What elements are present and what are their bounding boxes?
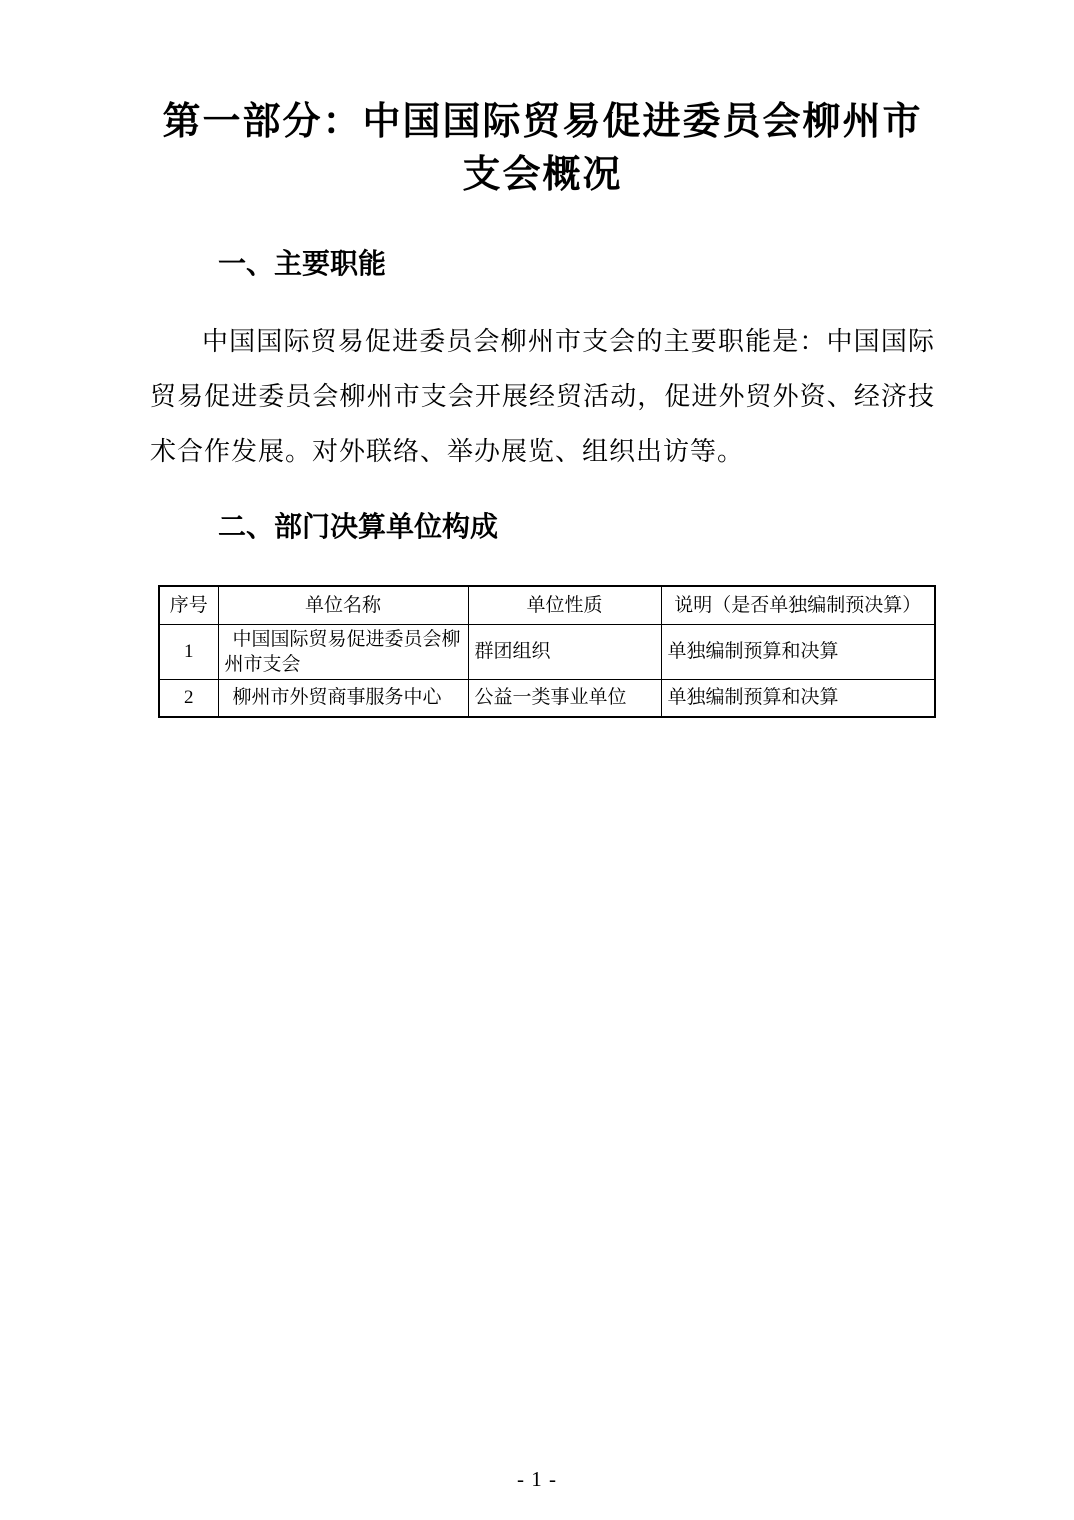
section-1-paragraph: 中国国际贸易促进委员会柳州市支会的主要职能是：中国国际贸易促进委员会柳州市支会开展经贸活动，促进外贸外资、经济技术合作发展。对外联络、举办展览、组织出访等。 [150, 327, 935, 466]
table-header-row [159, 586, 935, 624]
units-table [158, 585, 936, 718]
table-cell-unit-type: 公益一类事业单位 [468, 679, 661, 717]
document-title [150, 96, 935, 202]
table-header-unit-name: 单位名称 [218, 586, 468, 624]
table-cell-unit-type: 群团组织 [468, 624, 661, 679]
document-title-line-2: 支会概况 [462, 154, 623, 196]
table-cell-unit-name: 柳州市外贸商事服务中心 [218, 679, 468, 717]
table-header-note: 说明（是否单独编制预决算） [661, 586, 935, 624]
table-row [159, 624, 935, 679]
table-header-unit-type: 单位性质 [468, 586, 661, 624]
table-cell-note: 单独编制预算和决算 [661, 679, 935, 717]
table-cell-index: 2 [159, 679, 218, 717]
table-cell-index: 1 [159, 624, 218, 679]
section-2-heading: 二、部门决算单位构成 [218, 511, 499, 542]
table-row [159, 679, 935, 717]
document-title-line-1: 第一部分：中国国际贸易促进委员会柳州市 [162, 101, 923, 143]
table-cell-unit-name: 中国国际贸易促进委员会柳州市支会 [218, 624, 468, 679]
table-header-index: 序号 [159, 586, 218, 624]
page-number: - 1 - [517, 1467, 557, 1491]
table-cell-note: 单独编制预算和决算 [661, 624, 935, 679]
section-1-heading: 一、主要职能 [218, 248, 387, 279]
